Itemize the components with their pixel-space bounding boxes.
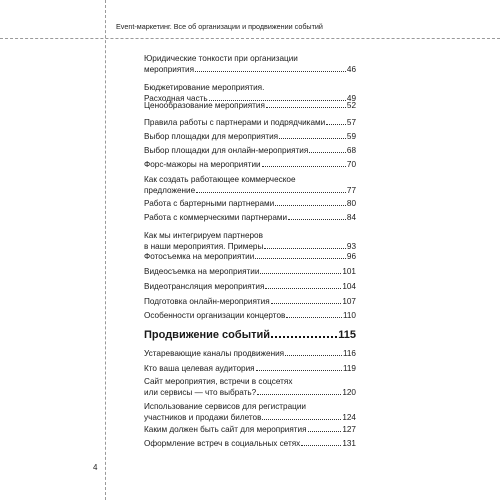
toc-entry-title: Особенности организации концертов <box>144 311 286 320</box>
toc-entry <box>144 145 356 156</box>
dot-leader <box>262 412 341 420</box>
dot-leader <box>309 145 346 153</box>
toc-entry-title: Выбор площадки для мероприятия <box>144 132 279 141</box>
running-head: Event-маркетинг. Все об организации и продвижении событий <box>116 22 323 31</box>
toc-entry-title: Каким должен быть сайт для мероприятия <box>144 425 307 434</box>
dot-leader <box>257 387 341 395</box>
toc-entry-title: Ценообразование мероприятия <box>144 101 265 110</box>
toc-entry <box>144 212 356 223</box>
toc-entry-title: Работа с бартерными партнерами <box>144 199 275 208</box>
toc-entry-page: 124 <box>342 413 356 422</box>
toc-entry <box>144 296 356 307</box>
section-heading <box>144 327 356 342</box>
toc-entry-page: 77 <box>346 186 356 195</box>
toc-entry <box>144 438 356 449</box>
dot-leader <box>288 212 346 220</box>
dot-leader <box>264 241 346 249</box>
toc-entry-page: 84 <box>346 213 356 222</box>
toc-entry <box>144 266 356 277</box>
toc-entry-page: 104 <box>342 282 356 291</box>
toc-entry <box>144 251 356 262</box>
dot-leader <box>266 100 346 108</box>
dot-leader <box>326 117 346 125</box>
toc-entry-page: 116 <box>342 349 356 358</box>
toc-entry <box>144 174 356 196</box>
dot-leader <box>279 131 346 139</box>
toc-entry-title: в наши мероприятия. Примеры <box>144 242 264 251</box>
toc-entry <box>144 131 356 142</box>
toc-entry-title: Выбор площадки для онлайн-мероприятия <box>144 146 309 155</box>
toc-entry-page: 80 <box>346 199 356 208</box>
toc-entry-title: Фотосъемка на мероприятии <box>144 252 255 261</box>
toc-entry-title: мероприятия <box>144 65 195 74</box>
toc-entry-page: 119 <box>342 364 356 373</box>
toc-entry-title-line1: Использование сервисов для регистрации <box>144 402 306 411</box>
dot-leader <box>265 281 341 289</box>
dot-leader <box>271 296 342 304</box>
toc-entry-page: 110 <box>342 311 356 320</box>
section-title: Продвижение событий <box>144 329 270 341</box>
toc-entry <box>144 100 356 111</box>
toc-entry <box>144 363 356 374</box>
dot-leader <box>262 159 346 167</box>
toc-entry-title: Расходная часть <box>144 94 208 103</box>
toc-entry-title-line1: Как создать работающее коммерческое <box>144 175 296 184</box>
toc-entry-page: 52 <box>346 101 356 110</box>
dot-leader <box>260 266 341 274</box>
toc-entry <box>144 230 356 252</box>
toc-entry-title-line1: Юридические тонкости при организации <box>144 54 298 63</box>
toc-entry <box>144 348 356 359</box>
toc-entry-title: Правила работы с партнерами и подрядчиками <box>144 118 326 127</box>
toc-entry <box>144 310 356 321</box>
toc-entry-page: 96 <box>346 252 356 261</box>
toc-entry-page: 59 <box>346 132 356 141</box>
toc-entry-page: 120 <box>342 388 356 397</box>
toc-entry <box>144 117 356 128</box>
toc-entry-title: или сервисы — что выбрать? <box>144 388 257 397</box>
toc-entry <box>144 281 356 292</box>
toc-entry-page: 107 <box>342 297 356 306</box>
toc-entry-title: Работа с коммерческими партнерами <box>144 213 288 222</box>
toc-entry-title: Видеосъемка на мероприятии <box>144 267 260 276</box>
toc-entry-title: участников и продажи билетов <box>144 413 262 422</box>
toc-entry <box>144 159 356 170</box>
toc-entry-page: 101 <box>342 267 356 276</box>
toc-entry-page: 68 <box>346 146 356 155</box>
toc-entry-title-line1: Бюджетирование мероприятия. <box>144 83 265 92</box>
toc-entry-title: предложение <box>144 186 196 195</box>
dot-leader <box>195 64 346 72</box>
toc-entry-title-line1: Как мы интегрируем партнеров <box>144 231 263 240</box>
crop-guide-horizontal <box>0 38 500 39</box>
toc-entry <box>144 198 356 209</box>
toc-entry <box>144 424 356 435</box>
dot-leader <box>255 251 346 259</box>
toc-entry-page: 57 <box>346 118 356 127</box>
toc-entry <box>144 53 356 75</box>
dot-leader <box>271 327 337 338</box>
page-number: 4 <box>93 463 98 472</box>
crop-guide-vertical <box>105 0 106 500</box>
dot-leader <box>308 424 342 432</box>
dot-leader <box>256 363 342 371</box>
toc-entry-page: 127 <box>342 425 356 434</box>
toc-entry-page: 46 <box>346 65 356 74</box>
toc-entry-title: Видеотрансляция мероприятия <box>144 282 265 291</box>
toc-entry-title: Подготовка онлайн-мероприятия <box>144 297 270 306</box>
dot-leader <box>301 438 341 446</box>
toc-entry <box>144 401 356 423</box>
dot-leader <box>196 185 346 193</box>
toc-entry-page: 70 <box>346 160 356 169</box>
toc-entry-page: 131 <box>342 439 356 448</box>
section-page: 115 <box>338 329 356 341</box>
dot-leader <box>285 348 342 356</box>
toc-entry-title: Кто ваша целевая аудитория <box>144 364 255 373</box>
toc-entry-title-line1: Сайт мероприятия, встречи в соцсетях <box>144 377 293 386</box>
toc-entry-title: Оформление встреч в социальных сетях <box>144 439 301 448</box>
toc-entry-title: Устаревающие каналы продвижения <box>144 349 285 358</box>
toc-entry <box>144 376 356 398</box>
dot-leader <box>286 310 342 318</box>
toc-entry-title: Форс-мажоры на мероприятии <box>144 160 261 169</box>
dot-leader <box>275 198 346 206</box>
toc-entry-page: 49 <box>346 94 356 103</box>
toc-entry-page: 93 <box>346 242 356 251</box>
